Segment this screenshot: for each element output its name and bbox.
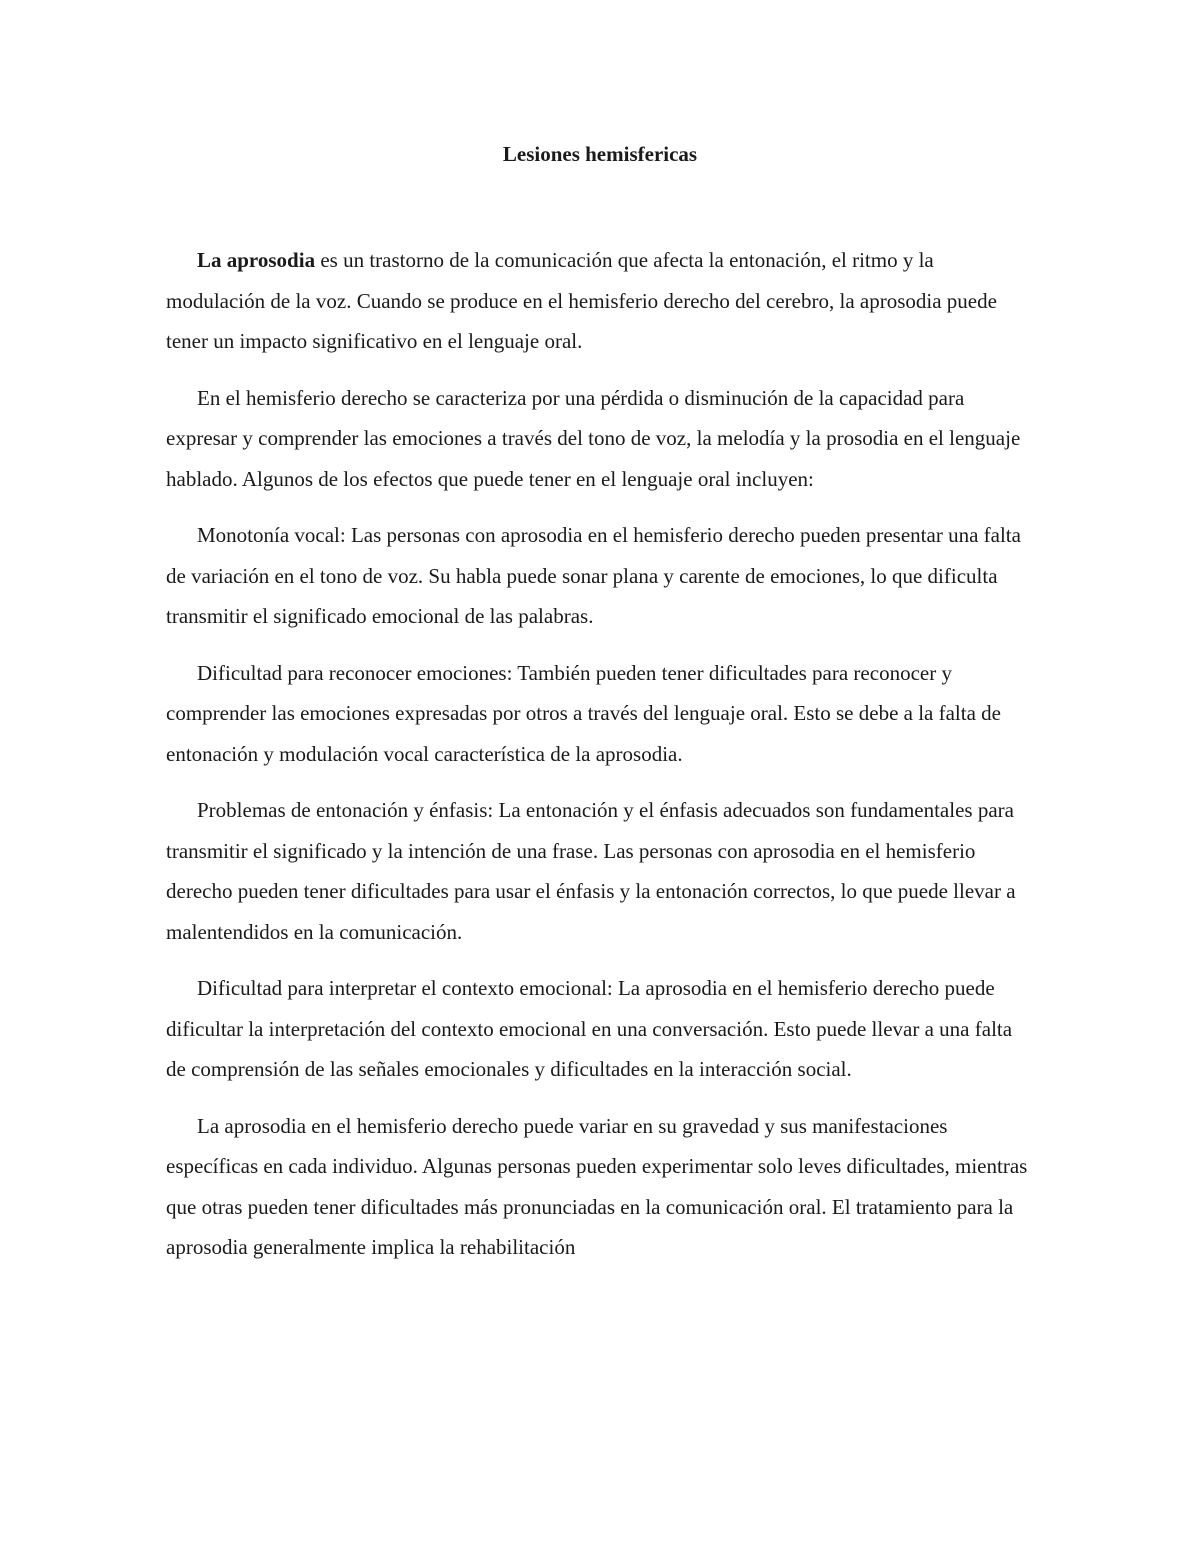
paragraph-7 [166, 1106, 1034, 1268]
paragraph-6 [166, 968, 1034, 1090]
paragraph-text: es un trastorno de la comunicación que afecta la entonación, el ritmo y la modulación de la voz. Cuando se produce en el hemisferio derecho del cerebro, la aprosodia puede tener un impacto significativo en el lenguaje oral. [166, 248, 997, 353]
paragraph-2 [166, 378, 1034, 500]
paragraph-1 [166, 240, 1034, 362]
paragraph-text: Monotonía vocal: Las personas con aprosodia en el hemisferio derecho pueden presentar una falta de variación en el tono de voz. Su habla puede sonar plana y carente de emociones, lo que dificulta transmitir el significado emocional de las palabras. [166, 523, 1021, 628]
document-title: Lesiones hemisfericas [502, 142, 698, 166]
paragraph-text: Problemas de entonación y énfasis: La entonación y el énfasis adecuados son fundamentales para transmitir el significado y la intención de una frase. Las personas con aprosodia en el hemisferio derecho pueden tener dificultades para usar el énfasis y la entonación correctos, lo que puede llevar a malentendidos en la comunicación. [166, 798, 1016, 944]
paragraph-text: Dificultad para interpretar el contexto emocional: La aprosodia en el hemisferio derecho puede dificultar la interpretación del contexto emocional en una conversación. Esto puede llevar a una falta de comprensión de las señales emocionales y dificultades en la interacción social. [166, 976, 1013, 1081]
paragraph-text: En el hemisferio derecho se caracteriza por una pérdida o disminución de la capacidad para expresar y comprender las emociones a través del tono de voz, la melodía y la prosodia en el lenguaje hablado. Algunos de los efectos que puede tener en el lenguaje oral incluyen: [166, 385, 1021, 491]
paragraph-text: La aprosodia en el hemisferio derecho puede variar en su gravedad y sus manifestaciones específicas en cada individuo. Algunas personas pueden experimentar solo leves dificultades, mientras que otras pueden tener dificultades más pronunciadas en la comunicación oral. El tratamiento para la aprosodia generalmente implica la rehabilitación [166, 1113, 1028, 1259]
paragraph-5 [166, 790, 1034, 952]
paragraph-4 [166, 653, 1034, 775]
paragraph-lead-term: La aprosodia [197, 248, 316, 272]
document-body [166, 138, 1034, 1284]
paragraph-3 [166, 515, 1034, 637]
paragraph-text: Dificultad para reconocer emociones: También pueden tener dificultades para reconocer y comprender las emociones expresadas por otros a través del lenguaje oral. Esto se debe a la falta de entonación y modulación vocal característica de la aprosodia. [166, 660, 1001, 766]
